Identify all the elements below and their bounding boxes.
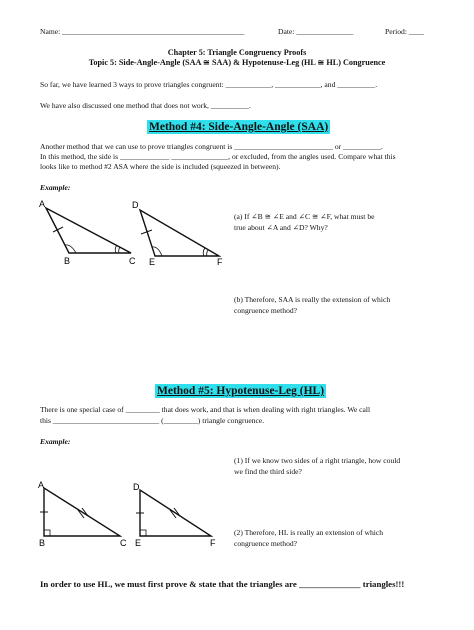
hl-triangles-diagram [36, 476, 236, 548]
saa-paragraph-line-2: In this method, the side is _____________ _______________, or excluded, from the angles used. Compare what this [40, 152, 396, 161]
intro-line-2: We have also discussed one method that does not work, __________. [40, 101, 251, 110]
hl-vertex-label-f: F [210, 538, 216, 548]
hl-paragraph-line-2: this ____________________________ (_________) triangle congruence. [40, 416, 265, 425]
chapter-title: Chapter 5: Triangle Congruency Proofs [167, 48, 307, 57]
hl-question-1-line-2: we find the third side? [234, 467, 302, 476]
hl-heading: Method #5: Hypotenuse-Leg (HL) [157, 385, 325, 397]
hl-question-2-line-1: (2) Therefore, HL is really an extension of which [234, 528, 384, 537]
vertex-label-b: B [64, 256, 71, 266]
vertex-label-c: C [129, 256, 136, 266]
angle-arc-c-inner [119, 247, 120, 253]
hl-vertex-label-c: C [120, 538, 127, 548]
vertex-label-d: D [132, 200, 139, 210]
saa-paragraph-line-1: Another method that we can use to prove triangles congruent is __________________________ or __________. [40, 142, 383, 151]
hl-question-1-line-1: (1) If we know two sides of a right triangle, how could [234, 456, 401, 465]
angle-arc-f-inner [207, 250, 208, 256]
vertex-label-e: E [149, 257, 156, 267]
saa-question-b-line-1: (b) Therefore, SAA is really the extension of which [234, 295, 391, 304]
name-field-label: Name: ________________________________________________ [40, 27, 245, 36]
hl-question-2-line-2: congruence method? [234, 539, 298, 548]
hl-vertex-label-d: D [133, 482, 140, 492]
triangle-abc [46, 208, 131, 253]
saa-example-label: Example: [40, 183, 71, 192]
saa-paragraph-line-3: looks like to method #2 ASA where the side is included (squeezed in between). [40, 162, 281, 171]
saa-question-a-line-2: true about ∠A and ∠D? Why? [234, 223, 328, 232]
date-field-label: Date: _______________ [278, 27, 354, 36]
hl-vertex-label-b: B [39, 538, 46, 548]
hl-requirement-statement: In order to use HL, we must first prove & state that the triangles are ______________ triangles!!! [40, 579, 405, 589]
saa-triangles-diagram [36, 196, 236, 271]
intro-line-1: So far, we have learned 3 ways to prove triangles congruent: ____________, ____________, and __________. [40, 80, 378, 89]
vertex-label-a: A [39, 199, 46, 209]
hl-paragraph-line-1: There is one special case of _________ that does work, and that is when dealing with right triangles. We call [40, 405, 371, 414]
period-field-label: Period: ____ [385, 27, 425, 36]
saa-question-b-line-2: congruence method? [234, 306, 298, 315]
vertex-label-f: F [217, 257, 223, 267]
right-angle-marker-b [44, 530, 50, 536]
hl-vertex-label-a: A [38, 480, 45, 490]
topic-title: Topic 5: Side-Angle-Angle (SAA ≅ SAA) & Hypotenuse-Leg (HL ≅ HL) Congruence [88, 58, 386, 67]
right-angle-marker-e [140, 530, 146, 536]
saa-question-a-line-1: (a) If ∠B ≅ ∠E and ∠C ≅ ∠F, what must be [234, 212, 375, 221]
saa-heading: Method #4: Side-Angle-Angle (SAA) [149, 121, 329, 133]
triangle-def [140, 210, 219, 256]
triangle-def-right [140, 490, 211, 536]
hl-vertex-label-e: E [135, 538, 142, 548]
triangle-abc-right [44, 488, 120, 536]
hl-example-label: Example: [40, 437, 71, 446]
angle-arc-f-outer [203, 248, 205, 256]
